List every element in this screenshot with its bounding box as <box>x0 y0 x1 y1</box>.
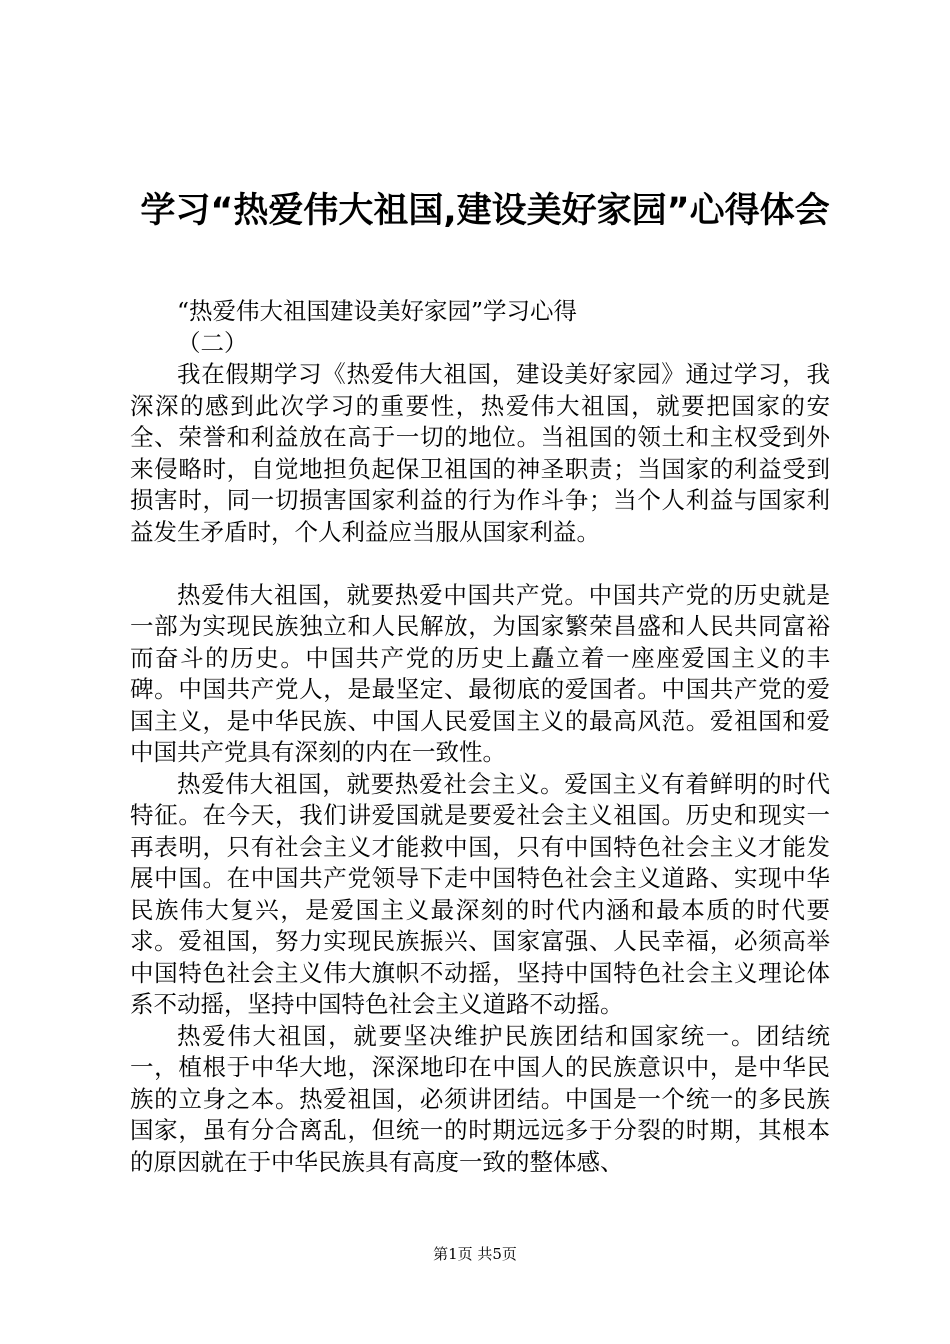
document-part-label: （二） <box>177 328 248 357</box>
paragraph-2: 热爱伟大祖国，就要热爱中国共产党。中国共产党的历史就是一部为实现民族独立和人民解放，为国家繁荣昌盛和人民共同富裕而奋斗的历史。中国共产党的历史上矗立着一座座爱国主义的丰碑。中国共产党人，是最坚定、最彻底的爱国者。中国共产党的爱国主义，是中华民族、中国人民爱国主义的最高风范。爱祖国和爱中国共产党具有深刻的内在一致性。 <box>130 580 830 766</box>
paragraph-4: 热爱伟大祖国，就要坚决维护民族团结和国家统一。团结统一，植根于中华大地，深深地印在中国人的民族意识中，是中华民族的立身之本。热爱祖国，必须讲团结。中国是一个统一的多民族国家，虽有分合离乱，但统一的时期远远多于分裂的时期，其根本的原因就在于中华民族具有高度一致的整体感、 <box>130 1021 830 1176</box>
document-subtitle: “热爱伟大祖国建设美好家园”学习心得 <box>177 297 578 325</box>
paragraph-3: 热爱伟大祖国，就要热爱社会主义。爱国主义有着鲜明的时代特征。在今天，我们讲爱国就是要爱社会主义祖国。历史和现实一再表明，只有社会主义才能救中国，只有中国特色社会主义才能发展中国。在中国共产党领导下走中国特色社会主义道路、实现中华民族伟大复兴，是爱国主义最深刻的时代内涵和最本质的时代要求。爱祖国，努力实现民族振兴、国家富强、人民幸福，必须高举中国特色社会主义伟大旗帜不动摇，坚持中国特色社会主义理论体系不动摇，坚持中国特色社会主义道路不动摇。 <box>130 769 830 1018</box>
document-body <box>130 296 830 1178</box>
page-footer: 第1页 共5页 <box>433 1245 517 1263</box>
document-title: 学习“热爱伟大祖国,建设美好家园”心得体会 <box>140 191 830 231</box>
paragraph-1: 我在假期学习《热爱伟大祖国，建设美好家园》通过学习，我深深的感到此次学习的重要性，热爱伟大祖国，就要把国家的安全、荣誉和利益放在高于一切的地位。当祖国的领土和主权受到外来侵略时，自觉地担负起保卫祖国的神圣职责；当国家的利益受到损害时，同一切损害国家利益的行为作斗争；当个人利益与国家利益发生矛盾时，个人利益应当服从国家利益。 <box>130 360 830 546</box>
